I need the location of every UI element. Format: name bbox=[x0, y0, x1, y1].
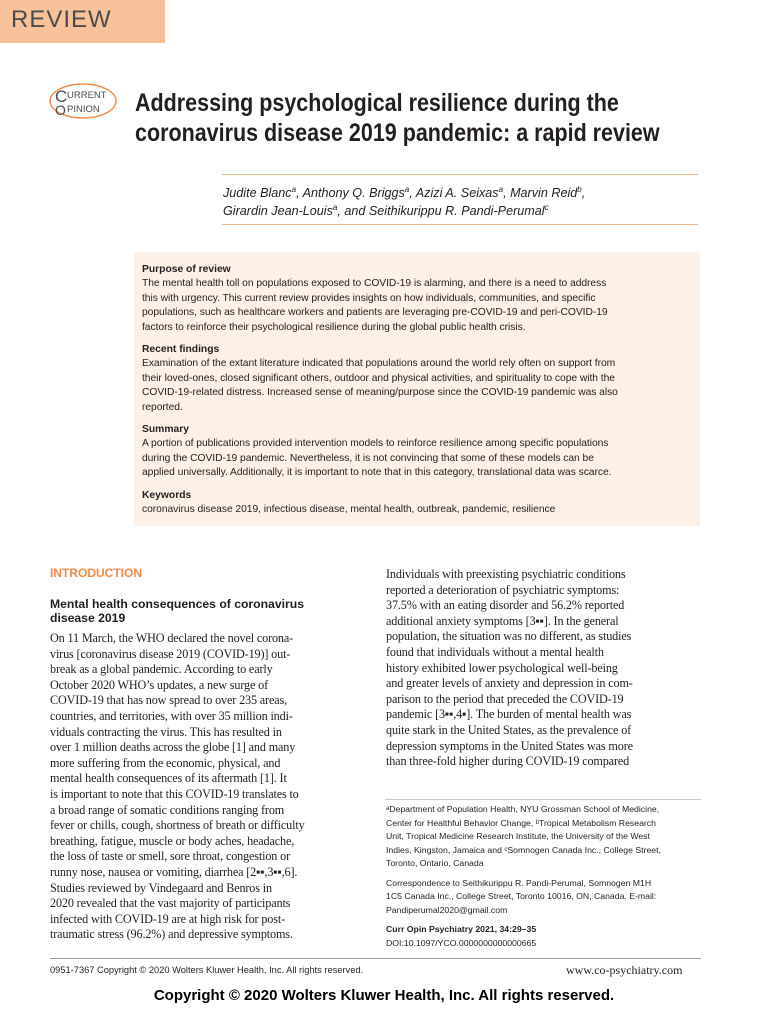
abstract-line: A portion of publications provided intervention models to reinforce resilience among specific populations bbox=[142, 438, 609, 449]
body-text-line: runny nose, nausea or vomiting, diarrhea [2▪▪,3▪▪,6]. bbox=[50, 864, 298, 879]
abstract-content bbox=[142, 263, 690, 525]
body-text-line: countries, and territories, with over 35 million indi- bbox=[50, 708, 293, 723]
affiliation-line: Unit, Tropical Medicine Research Institute, the University of the West bbox=[386, 831, 650, 841]
author-separator: , bbox=[409, 186, 416, 200]
abstract-line: factors to reinforce their psychological resilience during the global public health crisis. bbox=[142, 321, 526, 333]
correspondence-line: Pandiperumal2020@gmail.com bbox=[386, 904, 508, 915]
correspondence-lines bbox=[386, 877, 704, 918]
body-text-line: reported a deterioration of psychiatric symptoms: bbox=[386, 582, 620, 597]
abstract-heading: Purpose of review bbox=[142, 264, 231, 275]
abstract-line: coronavirus disease 2019, infectious disease, mental health, outbreak, pandemic, resilience bbox=[142, 503, 556, 515]
abstract-line: Examination of the extant literature indicated that populations around the world rely often on support from bbox=[142, 358, 616, 369]
logo-big-c: C bbox=[55, 87, 68, 106]
body-text-line: quite stark in the United States, as the prevalence of bbox=[386, 722, 632, 737]
body-text-line: infected with COVID-19 are at high risk for post- bbox=[50, 911, 285, 926]
current-opinion-logo bbox=[48, 82, 118, 120]
abstract-line: this with urgency. This current review provides insights on how individuals, communities, and specific bbox=[142, 292, 596, 304]
footnote-rule bbox=[385, 799, 701, 800]
body-text-line: Individuals with preexisting psychiatric conditions bbox=[386, 567, 626, 581]
abstract-body bbox=[142, 437, 690, 481]
journal-website-link[interactable]: www.co-psychiatry.com bbox=[566, 963, 683, 977]
body-text-line: history exhibited lower psychological well-being bbox=[386, 660, 618, 675]
section-tab-label: REVIEW bbox=[11, 6, 112, 33]
affiliations-block bbox=[386, 803, 704, 950]
author-affiliation-mark: a bbox=[291, 184, 297, 194]
body-text-line: found that individuals without a mental health bbox=[386, 644, 604, 659]
introduction-heading: INTRODUCTION bbox=[50, 566, 142, 580]
author-name: Azizi A. Seixas bbox=[415, 186, 499, 200]
body-column-right bbox=[386, 567, 704, 770]
abstract-line: populations, such as healthcare workers and patients are leveraging pre-COVID-19 and peri-COVID-19 bbox=[142, 307, 608, 318]
author-name: Anthony Q. Briggs bbox=[302, 186, 405, 200]
author-line bbox=[223, 202, 693, 220]
body-text-line: than three-fold higher during COVID-19 compared bbox=[386, 754, 630, 769]
body-text-line: is important to note that this COVID-19 translates to bbox=[50, 786, 299, 801]
body-text-line: viduals contracting the virus. This has resulted in bbox=[50, 724, 282, 739]
body-text-line: more suffering from the economic, physical, and bbox=[50, 755, 281, 770]
body-text-line: parison to the period that preceded the COVID-19 bbox=[386, 691, 624, 706]
body-text-line: On 11 March, the WHO declared the novel corona- bbox=[50, 631, 294, 645]
logo-line2: PINION bbox=[67, 104, 100, 115]
body-text-line: pandemic [3▪▪,4▪]. The burden of mental health was bbox=[386, 707, 632, 722]
abstract-body bbox=[142, 277, 690, 335]
title-line: Addressing psychological resilience during the bbox=[135, 89, 619, 117]
abstract-line: The mental health toll on populations exposed to COVID-19 is alarming, and there is a need to address bbox=[142, 278, 607, 289]
author-name: Judite Blanc bbox=[223, 186, 292, 200]
author-affiliation-mark: a bbox=[498, 184, 504, 194]
author-separator: , bbox=[503, 186, 511, 200]
body-text-line: virus [coronavirus disease 2019 (COVID-19)] out- bbox=[50, 646, 291, 661]
body-text-line: Studies reviewed by Vindegaard and Benros in bbox=[50, 880, 272, 895]
body-text-line: a broad range of somatic conditions ranging from bbox=[50, 802, 285, 817]
body-text-line: over 1 million deaths across the globe [1] and many bbox=[50, 740, 296, 755]
body-text-line: October 2020 WHO’s updates, a new surge of bbox=[50, 677, 268, 692]
abstract-line: applied universally. Additionally, it is important to note that in this category, translational data was scarce. bbox=[142, 467, 612, 478]
footer-rule bbox=[50, 958, 701, 959]
abstract-box bbox=[134, 252, 700, 526]
body-text-line: mental health consequences of its aftermath [1]. It bbox=[50, 771, 287, 786]
doi: DOI:10.1097/YCO.0000000000000665 bbox=[386, 937, 537, 948]
author-name: Seithikurippu R. Pandi-Perumal bbox=[368, 204, 545, 218]
author-list bbox=[223, 184, 693, 220]
footer-issn-copyright: 0951-7367 Copyright © 2020 Wolters Kluwer Health, Inc. All rights reserved. bbox=[50, 965, 364, 975]
abstract-body bbox=[142, 503, 690, 518]
author-name: Marvin Reid bbox=[510, 186, 578, 200]
affiliation-line: Toronto, Ontario, Canada bbox=[386, 858, 484, 868]
author-separator: , bbox=[581, 186, 586, 200]
correspondence-line: Correspondence to Seithikurippu R. Pandi-Perumal, Somnogen M1H bbox=[386, 877, 652, 888]
subheading-line: disease 2019 bbox=[50, 611, 126, 625]
author-affiliation-mark: a bbox=[404, 184, 410, 194]
abstract-line: their loved-ones, closed significant others, outdoor and physical activities, and spirituality to cope with the bbox=[142, 372, 615, 384]
author-separator: , bbox=[296, 186, 303, 200]
abstract-heading: Recent findings bbox=[142, 344, 220, 355]
title-line: coronavirus disease 2019 pandemic: a rapid review bbox=[135, 119, 660, 147]
section-tab bbox=[0, 0, 165, 43]
author-affiliation-mark: b bbox=[577, 184, 582, 194]
affiliation-line: Indies, Kingston, Jamaica and ᶜSomnogen Canada Inc., College Street, bbox=[386, 844, 661, 855]
body-column-left bbox=[50, 631, 368, 943]
affiliation-line: ᵃDepartment of Population Health, NYU Grossman School of Medicine, bbox=[386, 804, 660, 814]
body-text-line: fever or chills, cough, shortness of breath or difficulty bbox=[50, 818, 305, 833]
article-title bbox=[135, 88, 660, 148]
copyright-banner: Copyright © 2020 Wolters Kluwer Health, Inc. All rights reserved. bbox=[153, 987, 615, 1004]
body-text-line: COVID-19 that has now spread to over 235 areas, bbox=[50, 693, 287, 708]
abstract-line: reported. bbox=[142, 401, 183, 413]
author-line bbox=[223, 184, 693, 202]
body-text-line: 37.5% with an eating disorder and 56.2% reported bbox=[386, 598, 625, 613]
body-text-line: the loss of taste or smell, sore throat, congestion or bbox=[50, 849, 291, 864]
body-text-line: additional anxiety symptoms [3▪▪]. In the general bbox=[386, 613, 619, 628]
body-text-line: and greater levels of anxiety and depression in com- bbox=[386, 676, 633, 691]
body-text-line: depression symptoms in the United States was more bbox=[386, 738, 633, 753]
author-affiliation-mark: c bbox=[544, 202, 549, 212]
logo-line1: URRENT bbox=[67, 90, 107, 101]
journal-reference: Curr Opin Psychiatry 2021, 34:29–35 bbox=[386, 924, 537, 934]
affiliation-lines bbox=[386, 803, 704, 871]
abstract-line: COVID-19-related distress. Increased sense of meaning/purpose since the COVID-19 pandemic was also bbox=[142, 387, 618, 398]
affiliation-line: Center for Healthful Behavior Change, ᵇTropical Metabolism Research bbox=[386, 817, 656, 828]
abstract-line: during the COVID-19 pandemic. Nevertheless, it is not convincing that some of these models can be bbox=[142, 452, 594, 464]
authors-top-rule bbox=[222, 174, 698, 175]
abstract-body bbox=[142, 357, 690, 415]
body-text-line: traumatic stress (96.2%) and depressive symptoms. bbox=[50, 927, 293, 942]
author-name: Girardin Jean-Louis bbox=[223, 204, 333, 218]
correspondence-line: 1C5 Canada Inc., College Street, Toronto 10016, ON, Canada. E-mail: bbox=[386, 891, 657, 901]
body-text-line: population, the situation was no different, as studies bbox=[386, 629, 632, 644]
abstract-heading: Summary bbox=[142, 424, 189, 435]
body-text-line: 2020 revealed that the vast majority of participants bbox=[50, 896, 291, 911]
authors-bottom-rule bbox=[222, 224, 698, 225]
logo-big-o: O bbox=[55, 102, 66, 118]
subsection-heading bbox=[50, 597, 370, 625]
subheading-line: Mental health consequences of coronavirus bbox=[50, 597, 304, 611]
author-separator: , and bbox=[337, 204, 369, 218]
abstract-heading: Keywords bbox=[142, 489, 192, 501]
body-text-line: breathing, fatigue, muscle or body aches, headache, bbox=[50, 833, 295, 848]
body-text-line: break as a global pandemic. According to early bbox=[50, 662, 273, 677]
author-affiliation-mark: a bbox=[332, 202, 338, 212]
